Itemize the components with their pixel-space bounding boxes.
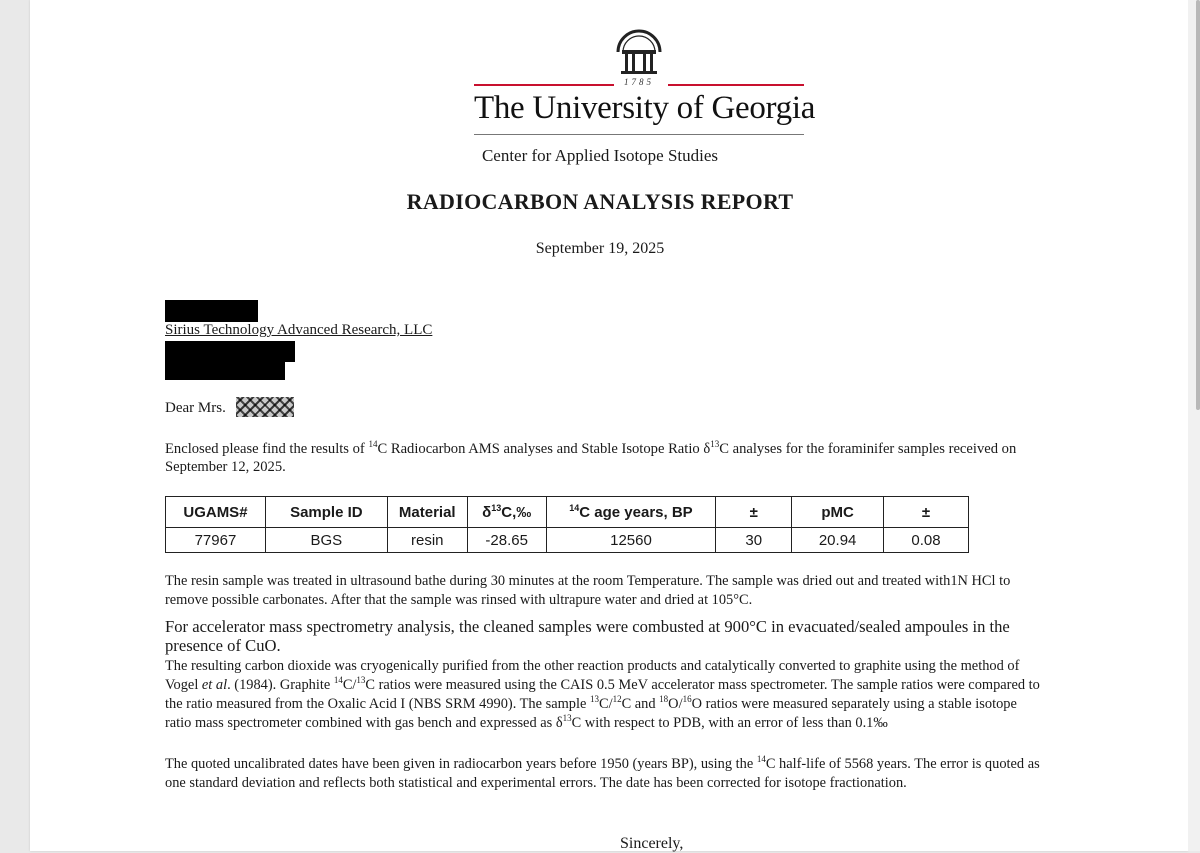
redacted-surname	[236, 397, 294, 417]
col-header-material: Material	[387, 497, 467, 528]
results-table	[165, 496, 969, 553]
founding-year: 1785	[624, 77, 654, 87]
redacted-address-2	[165, 360, 285, 380]
combustion-paragraph: For accelerator mass spectrometry analysis, the cleaned samples were combusted at 900°C in evacuated/sealed ampoules in the presence of CuO.	[165, 617, 1010, 655]
center-name: Center for Applied Isotope Studies	[481, 146, 719, 165]
col-header-ugams: UGAMS#	[166, 497, 266, 528]
cell-sample-id: BGS	[265, 528, 387, 553]
col-header-pmc: pMC	[792, 497, 884, 528]
col-header-age-error: ±	[716, 497, 792, 528]
red-rule-right	[668, 84, 804, 86]
redacted-address-1	[165, 341, 295, 362]
arch-icon	[614, 28, 664, 80]
col-header-sample-id: Sample ID	[265, 497, 387, 528]
cell-pmc-error: 0.08	[884, 528, 969, 553]
col-header-d13c: $\delta^{13}C,‰$	[467, 497, 546, 528]
col-header-age: $^{14}$C age years, BP	[546, 497, 716, 528]
red-rule-left	[474, 84, 614, 86]
cell-age: 12560	[546, 528, 716, 553]
table-header-row	[166, 497, 969, 528]
cell-d13c: -28.65	[467, 528, 546, 553]
cell-ugams: 77967	[166, 528, 266, 553]
closing: Sincerely,	[620, 835, 684, 852]
dating-paragraph: The quoted uncalibrated dates have been given in radiocarbon years before 1950 (years BP), using the $^{14}$C half-life of 5568 years. The error is quoted as one standard deviation and reflects both statistical and experimental errors. The date has been corrected for isotope fractionation.	[165, 754, 1040, 791]
scrollbar-thumb[interactable]	[1196, 0, 1200, 410]
report-title: RADIOCARBON ANALYSIS REPORT	[406, 189, 794, 214]
recipient-company: Sirius Technology Advanced Research, LLC	[165, 322, 433, 338]
cell-age-error: 30	[716, 528, 792, 553]
gray-rule	[474, 134, 804, 135]
table-row	[166, 528, 969, 553]
salutation: Dear Mrs.	[165, 400, 226, 416]
report-date: September 19, 2025	[535, 240, 665, 257]
cell-pmc: 20.94	[792, 528, 884, 553]
university-name: The University of Georgia	[474, 90, 816, 126]
treatment-paragraph: The resin sample was treated in ultrasound bathe during 30 minutes at the room Temperature. The sample was dried out and treated with1N HCl to remove possible carbonates. After that the sample was rinsed with ultrapure water and dried at 105°C.	[165, 573, 1011, 608]
cell-material: resin	[387, 528, 467, 553]
redacted-name	[165, 300, 258, 322]
method-paragraph: The resulting carbon dioxide was cryogenically purified from the other reaction products and catalytically converted to graphite using the method of Vogel et al. (1984). Graphite $^{14}$C/$^{13}$C ratios were measured using the CAIS 0.5 MeV accelerator mass spectrometer. The sample ratios were compared to the ratio measured from the Oxalic Acid I (NBS SRM 4990). The sample $^{13}$C/$^{12}$C and $^{18}$O/$^{16}$O ratios were measured separately using a stable isotope ratio mass spectrometer combined with gas bench and expressed as $\delta^{13}C$ with respect to PDB, with an error of less than 0.1‰	[165, 658, 1040, 731]
col-header-pmc-error: ±	[884, 497, 969, 528]
uga-logo	[474, 28, 816, 140]
intro-paragraph: Enclosed please find the results of $^{14}$C Radiocarbon AMS analyses and Stable Isotope Ratio $\delta^{13}C$ analyses for the foraminifer samples received on September 12, 2025.	[165, 439, 1017, 475]
